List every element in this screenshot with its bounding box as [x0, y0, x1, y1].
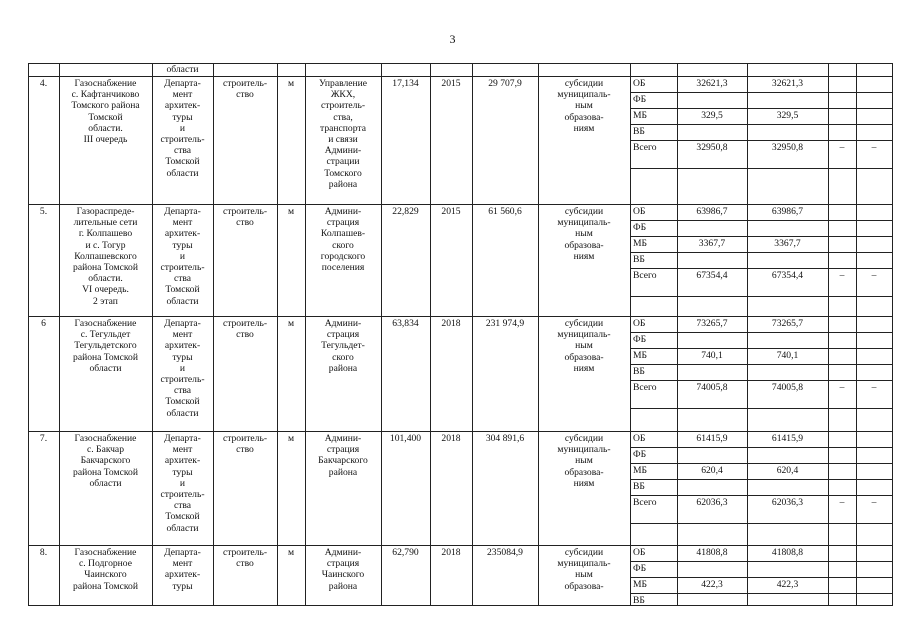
budget-year-value: 422,3: [776, 579, 799, 590]
unit: м: [287, 318, 295, 329]
row-number: 5.: [39, 206, 48, 217]
budget-separator: [630, 523, 893, 524]
budget-later-value: –: [871, 270, 877, 281]
object-name: Газоснабжение с. Тегульдет Тегульдетского района Томской области: [73, 318, 138, 374]
budget-separator: [630, 447, 893, 448]
budget-source: МБ: [633, 579, 648, 590]
budget-total: 67354,4: [696, 270, 728, 281]
budget-total: 32621,3: [696, 78, 728, 89]
budget-later-value: –: [871, 142, 877, 153]
budget-source: ВБ: [633, 254, 645, 265]
work-kind: строитель- ство: [222, 318, 268, 341]
budget-source: ВБ: [633, 126, 645, 137]
budget-total: 329,5: [701, 110, 723, 121]
grid-vline: [430, 63, 431, 606]
budget-year-value: 740,1: [776, 350, 799, 361]
budget-later-value: –: [871, 497, 877, 508]
budget-separator: [630, 140, 893, 141]
operator-name: Админи- страция Бакчарского района: [318, 433, 368, 478]
funding-type: субсидии муниципаль- ным образова- ниям: [557, 318, 611, 374]
budget-year-value: 63986,7: [771, 206, 804, 217]
row-number: 7.: [39, 433, 48, 444]
budget-year-value: 41808,8: [771, 547, 804, 558]
capacity-value: 62,790: [392, 547, 419, 558]
budget-total: 422,3: [701, 579, 723, 590]
budget-year-value: 62036,3: [771, 497, 804, 508]
budget-separator: [630, 124, 893, 125]
budget-separator: [630, 348, 893, 349]
budget-year-value: 73265,7: [771, 318, 804, 329]
row-number: 4.: [39, 78, 48, 89]
budget-total: 32950,8: [696, 142, 728, 153]
customer-name: Департа- мент архитек- туры и строитель- ства Томской области: [160, 433, 205, 534]
work-kind: строитель- ство: [222, 547, 268, 570]
budget-total: 62036,3: [696, 497, 728, 508]
row-separator: [28, 316, 893, 317]
budget-total: 63986,7: [696, 206, 728, 217]
row-separator: [28, 76, 893, 77]
budget-source: ОБ: [633, 433, 646, 444]
operator-name: Управление ЖКХ, строитель- ства, транспорта и связи Админи- страции Томского района: [318, 78, 368, 190]
budget-separator: [630, 577, 893, 578]
customer-name: Департа- мент архитек- туры и строитель- ства Томской области: [160, 206, 205, 307]
unit: м: [287, 433, 295, 444]
budget-source: ФБ: [633, 222, 647, 233]
capacity-value: 22,829: [392, 206, 419, 217]
grid-vline: [28, 63, 29, 606]
unit: м: [287, 547, 295, 558]
budget-total: 740,1: [701, 350, 723, 361]
year: 2015: [441, 78, 461, 89]
budget-separator: [630, 463, 893, 464]
budget-separator: [630, 220, 893, 221]
budget-separator: [630, 380, 893, 381]
work-kind: строитель- ство: [222, 206, 268, 229]
grid-hline: [28, 605, 893, 606]
budget-source: ОБ: [633, 318, 646, 329]
row-number: 6: [41, 318, 46, 329]
budget-separator: [630, 561, 893, 562]
budget-source: Всего: [633, 497, 657, 508]
grid-vline: [381, 63, 382, 606]
budget-separator: [630, 495, 893, 496]
budget-source: МБ: [633, 350, 648, 361]
budget-year-value: 32950,8: [771, 142, 804, 153]
row-number: 8.: [39, 547, 48, 558]
budget-source: ОБ: [633, 547, 646, 558]
year: 2018: [441, 547, 461, 558]
funding-type: субсидии муниципаль- ным образова- ниям: [557, 206, 611, 262]
year: 2018: [441, 433, 461, 444]
operator-name: Админи- страция Тегульдет- ского района: [321, 318, 365, 374]
budget-source: Всего: [633, 382, 657, 393]
budget-separator: [630, 364, 893, 365]
budget-separator: [630, 479, 893, 480]
grid-vline: [892, 63, 893, 606]
budget-year-value: 329,5: [776, 110, 799, 121]
budget-total: 61415,9: [696, 433, 728, 444]
object-name: Газораспреде- лительные сети г. Колпашево и с. Тогур Колпашевского района Томской области. VI очередь. 2 этап: [73, 206, 138, 307]
object-name: Газоснабжение с. Бакчар Бакчарского района Томской области: [73, 433, 138, 489]
capacity-value: 63,834: [392, 318, 419, 329]
budget-source: ОБ: [633, 206, 646, 217]
row-separator: [28, 545, 893, 546]
unit: м: [287, 206, 295, 217]
budget-source: ВБ: [633, 481, 645, 492]
capacity-value: 101,400: [389, 433, 422, 444]
budget-source: Всего: [633, 142, 657, 153]
budget-total: 74005,8: [696, 382, 728, 393]
budget-total: 41808,8: [696, 547, 728, 558]
budget-separator: [630, 593, 893, 594]
row-separator: [28, 431, 893, 432]
operator-name: Админи- страция Чаинского района: [321, 547, 365, 592]
budget-separator: [630, 252, 893, 253]
budget-total: 620,4: [701, 465, 723, 476]
budget-source: МБ: [633, 465, 648, 476]
estimated-cost: 235084,9: [487, 547, 523, 558]
budget-year-value: 32621,3: [771, 78, 804, 89]
year: 2015: [441, 206, 461, 217]
budget-next-year-value: –: [839, 382, 845, 393]
budget-source: ВБ: [633, 595, 645, 606]
budget-source: МБ: [633, 110, 648, 121]
budget-year-value: 74005,8: [771, 382, 804, 393]
estimated-cost: 304 891,6: [485, 433, 525, 444]
budget-separator: [630, 268, 893, 269]
operator-name: Админи- страция Колпашев- ского городского поселения: [320, 206, 366, 274]
row-separator: [28, 204, 893, 205]
budget-year-value: 3367,7: [774, 238, 801, 249]
page-number: 3: [449, 32, 456, 46]
budget-year-value: 67354,4: [771, 270, 804, 281]
customer-name: Департа- мент архитек- туры: [164, 547, 201, 592]
budget-year-value: 61415,9: [771, 433, 804, 444]
budget-separator: [630, 168, 893, 169]
grid-vline: [472, 63, 473, 606]
funding-type: субсидии муниципаль- ным образова- ниям: [557, 433, 611, 489]
object-name: Газоснабжение с. Кафтанчиково Томского района Томской области. III очередь: [71, 78, 140, 146]
customer-name: Департа- мент архитек- туры и строитель- ства Томской области: [160, 78, 205, 179]
budget-source: Всего: [633, 270, 657, 281]
budget-source: ФБ: [633, 94, 647, 105]
budget-separator: [630, 296, 893, 297]
budget-source: ФБ: [633, 563, 647, 574]
work-kind: строитель- ство: [222, 78, 268, 101]
budget-source: ФБ: [633, 449, 647, 460]
estimated-cost: 231 974,9: [485, 318, 525, 329]
budget-total: 3367,7: [698, 238, 726, 249]
budget-next-year-value: –: [839, 270, 845, 281]
work-kind: строитель- ство: [222, 433, 268, 456]
budget-source: ВБ: [633, 366, 645, 377]
grid-vline: [630, 63, 631, 606]
budget-separator: [630, 332, 893, 333]
budget-separator: [630, 92, 893, 93]
estimated-cost: 61 560,6: [488, 206, 522, 217]
budget-next-year-value: –: [839, 142, 845, 153]
budget-source: ОБ: [633, 78, 646, 89]
estimated-cost: 29 707,9: [488, 78, 522, 89]
unit: м: [287, 78, 295, 89]
budget-separator: [630, 108, 893, 109]
budget-separator: [630, 408, 893, 409]
year: 2018: [441, 318, 461, 329]
carry-over-text: области: [166, 64, 199, 75]
budget-separator: [630, 236, 893, 237]
customer-name: Департа- мент архитек- туры и строитель- ства Томской области: [160, 318, 205, 419]
budget-source: МБ: [633, 238, 648, 249]
funding-type: субсидии муниципаль- ным образова-: [557, 547, 611, 592]
object-name: Газоснабжение с. Подгорное Чаинского района Томской: [73, 547, 138, 592]
budget-later-value: –: [871, 382, 877, 393]
grid-vline: [277, 63, 278, 606]
budget-source: ФБ: [633, 334, 647, 345]
capacity-value: 17,134: [392, 78, 419, 89]
budget-year-value: 620,4: [776, 465, 799, 476]
budget-next-year-value: –: [839, 497, 845, 508]
funding-type: субсидии муниципаль- ным образова- ниям: [557, 78, 611, 134]
budget-total: 73265,7: [696, 318, 728, 329]
